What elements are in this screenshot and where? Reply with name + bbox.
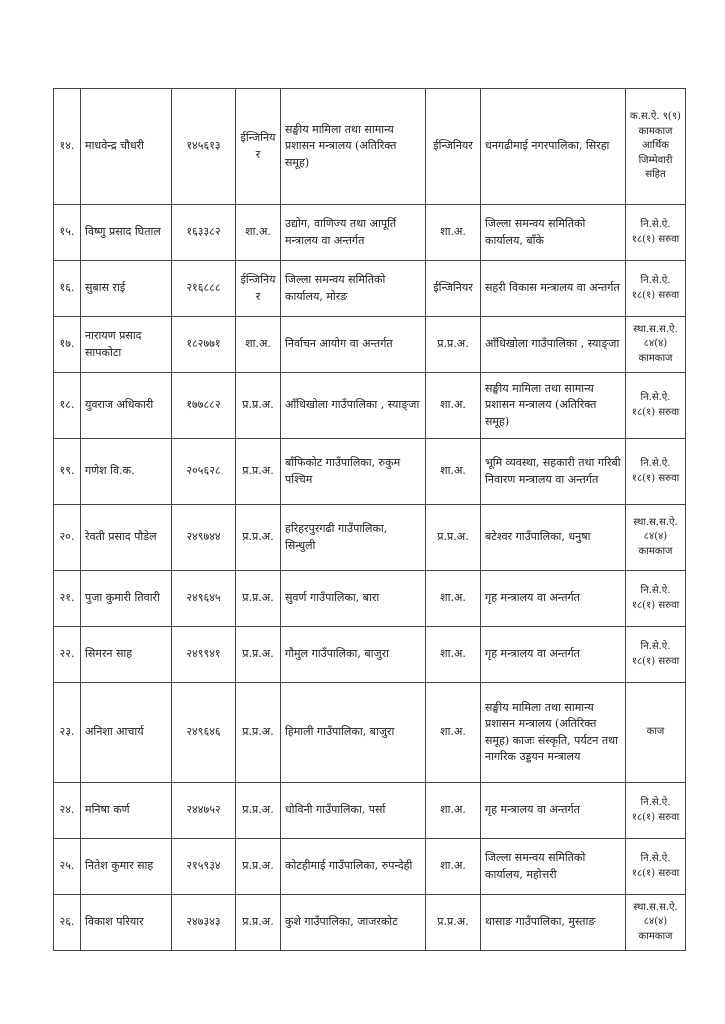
serial-number-cell: १८.: [54, 373, 81, 439]
current-service-cell: शा.अ.: [236, 317, 281, 373]
employee-id-cell: २४४७५२: [172, 783, 236, 839]
new-service-cell: शा.अ.: [426, 373, 481, 439]
current-service-cell: प्र.प्र.अ.: [236, 627, 281, 683]
legal-provision-cell: नि.से.ऐ. १८(१) सरुवा: [626, 783, 686, 839]
employee-id-cell: १७७८८२: [172, 373, 236, 439]
employee-name-cell: नितेश कुमार साह: [81, 839, 172, 895]
current-service-cell: प्र.प्र.अ.: [236, 839, 281, 895]
serial-number-cell: १९.: [54, 439, 81, 505]
new-service-cell: शा.अ.: [426, 683, 481, 783]
serial-number-cell: १६.: [54, 261, 81, 317]
legal-provision-cell: स्था.स.स.ऐ. ८४(४) कामकाज: [626, 895, 686, 951]
employee-name-cell: मनिषा कर्ण: [81, 783, 172, 839]
employee-name-cell: विष्णु प्रसाद घिताल: [81, 205, 172, 261]
current-service-cell: प्र.प्र.अ.: [236, 683, 281, 783]
current-office-cell: निर्वाचन आयोग वा अन्तर्गत: [281, 317, 426, 373]
current-office-cell: गौमुल गाउँपालिका, बाजुरा: [281, 627, 426, 683]
serial-number-cell: १७.: [54, 317, 81, 373]
employee-name-cell: रेवती प्रसाद पौडेल: [81, 505, 172, 571]
table-row: [54, 505, 686, 571]
current-office-cell: आँधिखोला गाउँपालिका , स्याङ्जा: [281, 373, 426, 439]
new-office-cell: गृह मन्त्रालय वा अन्तर्गत: [481, 783, 626, 839]
employee-id-cell: २४९६४६: [172, 683, 236, 783]
current-service-cell: प्र.प्र.अ.: [236, 439, 281, 505]
employee-name-cell: विकाश परियार: [81, 895, 172, 951]
employee-id-cell: २०५६२८: [172, 439, 236, 505]
current-service-cell: ईन्जिनियर: [236, 89, 281, 205]
legal-provision-cell: नि.से.ऐ. १८(१) सरुवा: [626, 261, 686, 317]
legal-provision-cell: नि.से.ऐ. १८(१) सरुवा: [626, 627, 686, 683]
new-service-cell: प्र.प्र.अ.: [426, 895, 481, 951]
employee-name-cell: सिमरन साह: [81, 627, 172, 683]
new-service-cell: शा.अ.: [426, 205, 481, 261]
new-service-cell: शा.अ.: [426, 571, 481, 627]
employee-id-cell: १८२७७१: [172, 317, 236, 373]
serial-number-cell: १५.: [54, 205, 81, 261]
employee-id-cell: २४९६४५: [172, 571, 236, 627]
legal-provision-cell: नि.से.ऐ. १८(१) सरुवा: [626, 839, 686, 895]
serial-number-cell: २०.: [54, 505, 81, 571]
serial-number-cell: २३.: [54, 683, 81, 783]
legal-provision-cell: स्था.स.स.ऐ. ८४(४) कामकाज: [626, 505, 686, 571]
current-office-cell: हरिहरपुरगढी गाउँपालिका, सिन्धुली: [281, 505, 426, 571]
current-office-cell: बाँफिकोट गाउँपालिका, रुकुम पश्चिम: [281, 439, 426, 505]
new-service-cell: प्र.प्र.अ.: [426, 505, 481, 571]
current-office-cell: कुशे गाउँपालिका, जाजरकोट: [281, 895, 426, 951]
serial-number-cell: २६.: [54, 895, 81, 951]
current-service-cell: प्र.प्र.अ.: [236, 895, 281, 951]
employee-id-cell: २४९७४४: [172, 505, 236, 571]
table-row: [54, 571, 686, 627]
employee-id-cell: २१६८८८: [172, 261, 236, 317]
new-office-cell: गृह मन्त्रालय वा अन्तर्गत: [481, 571, 626, 627]
employee-name-cell: युवराज अधिकारी: [81, 373, 172, 439]
current-office-cell: धोविनी गाउँपालिका, पर्सा: [281, 783, 426, 839]
new-service-cell: शा.अ.: [426, 839, 481, 895]
new-office-cell: आँधिखोला गाउँपालिका , स्याङ्जा: [481, 317, 626, 373]
employee-id-cell: २१५९३४: [172, 839, 236, 895]
employee-name-cell: गणेश वि.क.: [81, 439, 172, 505]
table-row: [54, 89, 686, 205]
table-row: [54, 317, 686, 373]
employee-id-cell: १४५६१३: [172, 89, 236, 205]
table-row: [54, 627, 686, 683]
current-office-cell: कोटहीमाई गाउँपालिका, रुपन्देही: [281, 839, 426, 895]
new-office-cell: सहरी विकास मन्त्रालय वा अन्तर्गत: [481, 261, 626, 317]
new-service-cell: प्र.प्र.अ.: [426, 317, 481, 373]
current-office-cell: उद्योग, वाणिज्य तथा आपूर्ति मन्त्रालय वा अन्तर्गत: [281, 205, 426, 261]
current-service-cell: प्र.प्र.अ.: [236, 783, 281, 839]
legal-provision-cell: नि.से.ऐ. १८(१) सरुवा: [626, 205, 686, 261]
table-row: [54, 895, 686, 951]
legal-provision-cell: स्था.स.स.ऐ. ८४(४) कामकाज: [626, 317, 686, 373]
employee-name-cell: नारायण प्रसाद सापकोटा: [81, 317, 172, 373]
serial-number-cell: २१.: [54, 571, 81, 627]
current-service-cell: ईन्जिनियर: [236, 261, 281, 317]
new-office-cell: धनगढीमाई नगरपालिका, सिरहा: [481, 89, 626, 205]
table-row: [54, 439, 686, 505]
legal-provision-cell: काज: [626, 683, 686, 783]
table-row: [54, 261, 686, 317]
employee-name-cell: माधवेन्द्र चौधरी: [81, 89, 172, 205]
table-row: [54, 205, 686, 261]
employee-id-cell: २४९९४१: [172, 627, 236, 683]
current-office-cell: जिल्ला समन्वय समितिको कार्यालय, मोरङ: [281, 261, 426, 317]
new-service-cell: ईन्जिनियर: [426, 261, 481, 317]
table-row: [54, 839, 686, 895]
serial-number-cell: २५.: [54, 839, 81, 895]
legal-provision-cell: नि.से.ऐ. १८(१) सरुवा: [626, 373, 686, 439]
legal-provision-cell: क.स.ऐ. ९(९) कामकाज आर्थिक जिम्मेवारी सहित: [626, 89, 686, 205]
current-office-cell: हिमाली गाउँपालिका, बाजुरा: [281, 683, 426, 783]
employee-id-cell: १६३३८२: [172, 205, 236, 261]
new-service-cell: शा.अ.: [426, 783, 481, 839]
new-service-cell: शा.अ.: [426, 627, 481, 683]
current-service-cell: शा.अ.: [236, 205, 281, 261]
serial-number-cell: १४.: [54, 89, 81, 205]
new-office-cell: जिल्ला समन्वय समितिको कार्यालय, बाँके: [481, 205, 626, 261]
serial-number-cell: २२.: [54, 627, 81, 683]
legal-provision-cell: नि.से.ऐ. १८(१) सरुवा: [626, 439, 686, 505]
current-office-cell: सङ्घीय मामिला तथा सामान्य प्रशासन मन्त्रालय (अतिरिक्त समूह): [281, 89, 426, 205]
table-row: [54, 683, 686, 783]
table-row: [54, 783, 686, 839]
new-office-cell: गृह मन्त्रालय वा अन्तर्गत: [481, 627, 626, 683]
new-office-cell: सङ्घीय मामिला तथा सामान्य प्रशासन मन्त्रालय (अतिरिक्त समूह): [481, 373, 626, 439]
employee-name-cell: सुबास राई: [81, 261, 172, 317]
legal-provision-cell: नि.से.ऐ. १८(१) सरुवा: [626, 571, 686, 627]
current-service-cell: प्र.प्र.अ.: [236, 571, 281, 627]
serial-number-cell: २४.: [54, 783, 81, 839]
employee-name-cell: अनिशा आचार्य: [81, 683, 172, 783]
table-row: [54, 373, 686, 439]
new-office-cell: सङ्घीय मामिला तथा सामान्य प्रशासन मन्त्रालय (अतिरिक्त समूह) काजः संस्कृति, पर्यटन तथा नागरिक उड्डयन मन्त्रालय: [481, 683, 626, 783]
new-office-cell: भूमि व्यवस्था, सहकारी तथा गरिबी निवारण मन्त्रालय वा अन्तर्गत: [481, 439, 626, 505]
transfer-table: [53, 88, 686, 951]
new-service-cell: शा.अ.: [426, 439, 481, 505]
current-office-cell: सुवर्ण गाउँपालिका, बारा: [281, 571, 426, 627]
new-office-cell: थासाङ गाउँपालिका, मुस्ताङ: [481, 895, 626, 951]
new-office-cell: जिल्ला समन्वय समितिको कार्यालय, महोत्तरी: [481, 839, 626, 895]
employee-name-cell: पुजा कुमारी तिवारी: [81, 571, 172, 627]
current-service-cell: प्र.प्र.अ.: [236, 373, 281, 439]
new-office-cell: बटेश्वर गाउँपालिका, धनुषा: [481, 505, 626, 571]
new-service-cell: ईन्जिनियर: [426, 89, 481, 205]
current-service-cell: प्र.प्र.अ.: [236, 505, 281, 571]
employee-id-cell: २४७३४३: [172, 895, 236, 951]
